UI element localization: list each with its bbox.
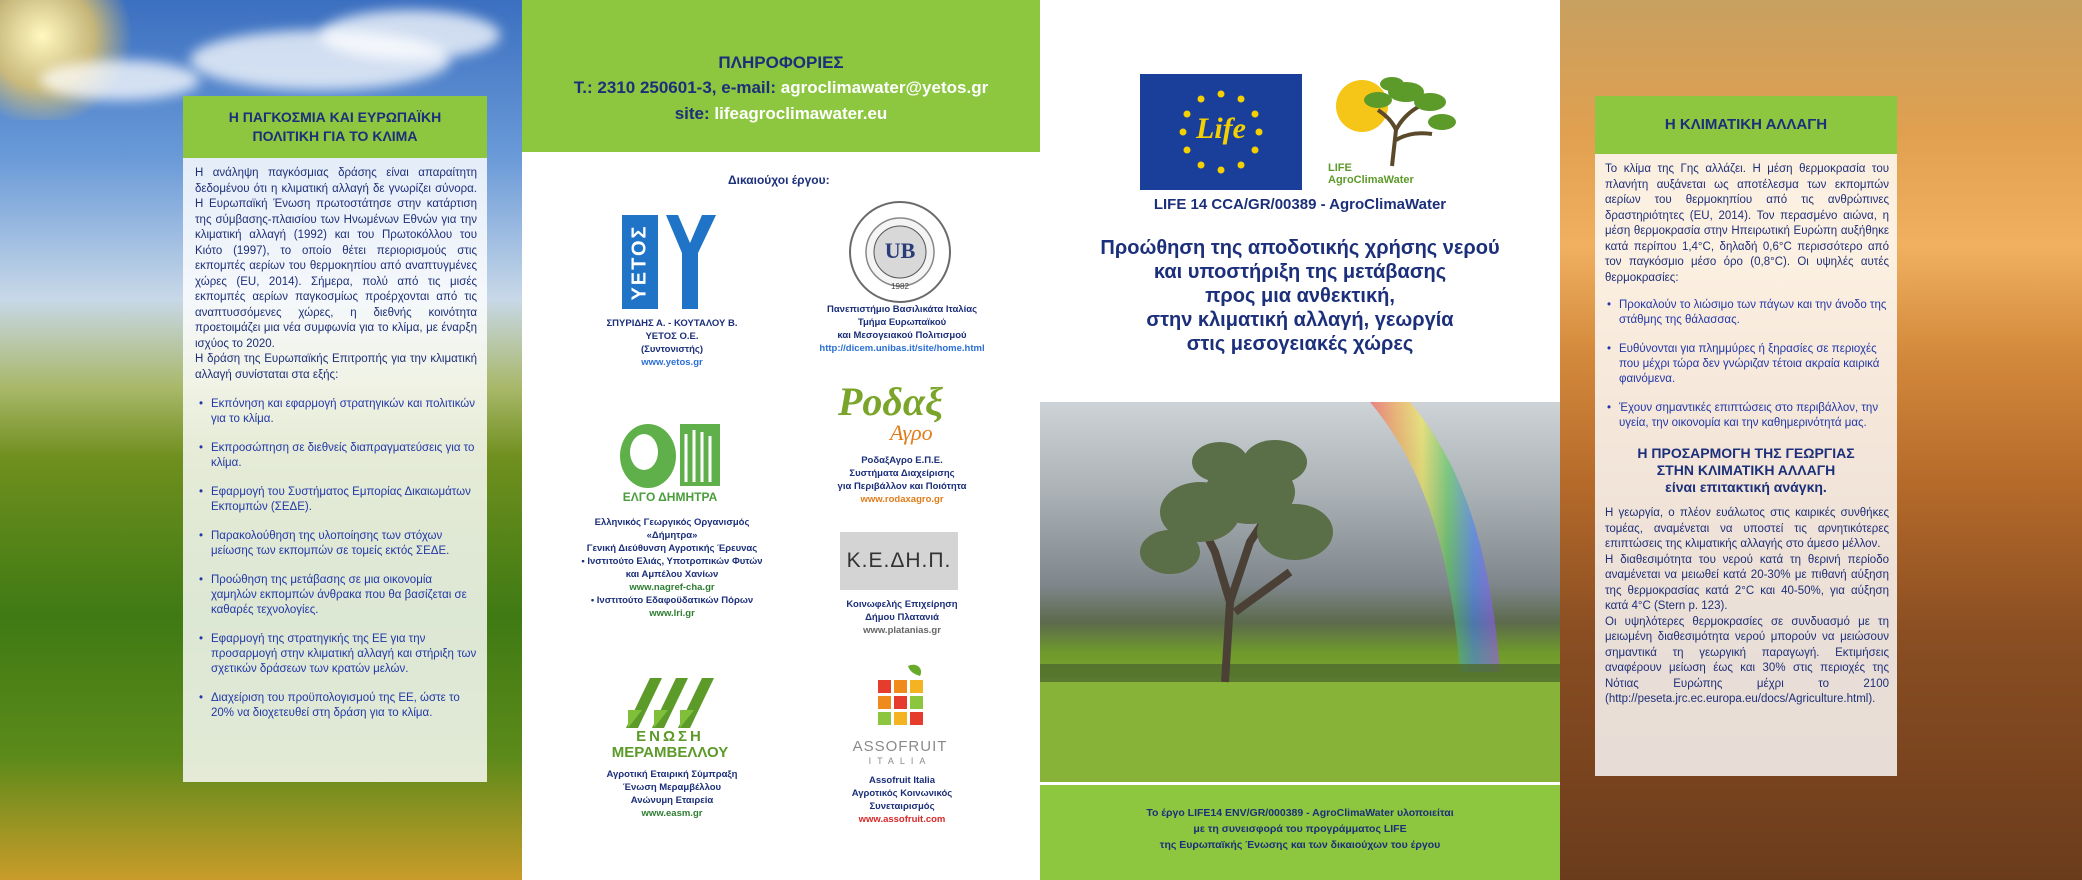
- enosi-logo: [606, 670, 734, 762]
- policy-bullet: • Προώθηση της μετάβασης σε μια οικονομία χαμηλών εκπομπών άνθρακα που θα βασίζεται σε καθαρές τεχνολογίες.: [195, 573, 477, 618]
- climate-textbox: [1595, 96, 1897, 776]
- caption-line: • Ινστιτούτο Εδαφοϋδατικών Πόρων: [590, 595, 754, 606]
- climate-paragraph: Η διαθεσιμότητα του νερού κατά τη θερινή περίοδο αναμένεται να μειωθεί κατά 20-30% με πιθανή αύξηση της θερμοκρασίας κατά 2°C και 40-50%, για αύξηση κατά 4°C (Stern p. 123).: [1605, 553, 1889, 612]
- elgo-logo: [614, 418, 726, 506]
- panel-contacts: [522, 0, 1040, 880]
- assofruit-logo-sub: ITALIA: [868, 756, 932, 766]
- climate-paragraph: Οι υψηλότερες θερμοκρασίες σε συνδυασμό με τη μειωμένη διαθεσιμότητα νερού μπορούν να μειώσουν σημαντικά τη γεωργική παραγωγή. Εκτιμήσεις αναφέρουν μείωση έως και 30% στις περιοχές της Νότιας Ευρώπης μέχρι το 2100 (http://peseta.jrc.ec.europa.eu/docs/Agriculture.html).: [1605, 615, 1889, 705]
- site-label: site:: [674, 104, 710, 123]
- rodax-logo-text: Ροδαξ: [838, 379, 944, 424]
- policy-title: [183, 96, 487, 158]
- caption-line: και Μεσογειακού Πολιτισμού: [837, 330, 967, 341]
- elgo-caption: [552, 516, 792, 620]
- project-code: LIFE 14 CCA/GR/00389 - AgroClimaWater: [1153, 196, 1447, 213]
- beneficiaries-label: Δικαιούχοι έργου:: [728, 173, 830, 187]
- caption-line: ΡοδαξΑγρο Ε.Π.Ε.: [861, 455, 943, 466]
- climate-paragraph: Το κλίμα της Γης αλλάζει. Η μέση θερμοκρασία του πλανήτη αυξάνεται ως αποτέλεσμα των εκπομπών αερίων του θερμοκηπίου από τις ανθρώπινες δραστηριότητες (EU, 2014). Τον περασμένο αιώνα, η μέση θερμοκρασία στην Ηπειρωτική Ευρώπη αυξήθηκε κατά περίπου 1,4°C, δηλαδή 0,6°C περισσότερο από τον παγκόσμιο μέσο όρο (0,8°C). Οι υψηλές αυτές θερμοκρασίες:: [1605, 163, 1889, 284]
- unibas-link[interactable]: http://dicem.unibas.it/site/home.html: [819, 343, 985, 354]
- headline-line: στην κλιματική αλλαγή, γεωργία: [1146, 309, 1454, 331]
- email-link[interactable]: agroclimawater@yetos.gr: [780, 78, 989, 97]
- unibas-caption: [792, 303, 1012, 355]
- policy-bullet: • Παρακολούθηση της υλοποίησης των στόχων μείωσης των εκπομπών σε τομείς εκτός ΣΕΔΕ.: [195, 529, 477, 559]
- caption-line: Γενική Διεύθυνση Αγροτικής Έρευνας: [586, 543, 758, 554]
- caption-line: • Ινστιτούτο Ελιάς, Υποτροπικών Φυτών: [581, 556, 763, 567]
- cover-headline: [1040, 236, 1560, 356]
- policy-title-line: ΠΟΛΙΤΙΚΗ ΓΙΑ ΤΟ ΚΛΙΜΑ: [252, 128, 418, 144]
- caption-line: ΥΕΤΟΣ Ο.Ε.: [645, 331, 699, 342]
- climate-bullet: • Ευθύνονται για πλημμύρες ή ξηρασίες σε περιοχές που μέχρι τώρα δεν γνώριζαν τέτοια ακραία καιρικά φαινόμενα.: [1605, 342, 1889, 387]
- elgo-logo-text: ΕΛΓΟ ΔΗΜΗΤΡΑ: [622, 490, 718, 504]
- elgo-link[interactable]: www.nagref-cha.gr: [629, 582, 715, 593]
- site-link[interactable]: lifeagroclimawater.eu: [714, 104, 888, 123]
- adaptation-body: [1595, 496, 1897, 708]
- contact-line: [522, 74, 1040, 102]
- caption-line: Ελληνικός Γεωργικός Οργανισμός: [594, 517, 750, 528]
- caption-line: Ένωση Μεραμβέλλου: [622, 782, 722, 793]
- policy-title-line: Η ΠΑΓΚΟΣΜΙΑ ΚΑΙ ΕΥΡΩΠΑΪΚΗ: [228, 109, 442, 125]
- unibas-logo-text: UB: [884, 238, 916, 263]
- policy-bullet: • Εκπροσώπηση σε διεθνείς διαπραγματεύσεις για το κλίμα.: [195, 441, 477, 471]
- climate-paragraph: Η γεωργία, ο πλέον ευάλωτος στις καιρικές συνθήκες τομέας, αναμένεται να υποστεί τις αρνητικότερες επιπτώσεις της κλιματικής αλλαγής στο άμεσο μέλλον.: [1605, 507, 1889, 550]
- caption-line: (Συντονιστής): [640, 344, 704, 355]
- subtitle-line: είναι επιτακτική ανάγκη.: [1665, 479, 1827, 495]
- policy-textbox: [183, 96, 487, 782]
- agro-logo-text: AgroClimaWater: [1328, 174, 1414, 186]
- climate-bullet: • Έχουν σημαντικές επιπτώσεις στο περιβάλλον, την υγεία, την οικονομία και την καθημερινότητά μας.: [1605, 401, 1889, 431]
- assofruit-caption: [792, 774, 1012, 826]
- enosi-logo-text: ΜΕΡΑΜΒΕΛΛΟΥ: [611, 744, 729, 761]
- climate-bullet-list: [1595, 286, 1897, 431]
- yetos-link[interactable]: www.yetos.gr: [641, 357, 703, 368]
- panel-global-policy: [0, 0, 522, 880]
- policy-paragraph: Η ανάληψη παγκόσμιας δράσης είναι απαραίτητη δεδομένου ότι η κλιματική αλλαγή δε γνωρίζει σύνορα. Η Ευρωπαϊκή Ένωση πρωτοστάτησε στην κατάρτιση της σύμβασης-πλαισίου των Ηνωμένων Εθνών για την κλιματική αλλαγή (1992) και του Πρωτοκόλλου του Κιότο (1997), το οποίο θέτει περιορισμούς στις εκπομπές αερίων του θερμοκηπίου από αναπτυγμένες χώρες (EU, 2014). Σήμερα, πολύ από τις μισές εκπομπές αερίων παγκοσμίως προέρχονται από τις αναπτυσσόμενες χώρες, η διεθνής κοινότητα προετοιμάζει μια νέα συμφωνία για το κλίμα, με έναρξη ισχύος το 2020.: [195, 167, 477, 350]
- agro-logo-text: LIFE: [1328, 162, 1352, 174]
- rodax-logo: [832, 378, 972, 452]
- policy-bullet: • Εφαρμογή της στρατηγικής της ΕΕ για την προσαρμογή στην κλιματική αλλαγή και στήριξη των σχετικών δράσεων των κρατών μελών.: [195, 632, 477, 677]
- kedip-link[interactable]: www.platanias.gr: [863, 625, 941, 636]
- policy-bullet-list: [183, 383, 487, 721]
- panel-climate-change: [1560, 0, 2082, 880]
- rodax-link[interactable]: www.rodaxagro.gr: [860, 494, 944, 505]
- policy-paragraph: Η δράση της Ευρωπαϊκής Επιτροπής για την κλιματική αλλαγή συνίσταται στα εξής:: [195, 353, 477, 381]
- caption-line: Κοινωφελής Επιχείρηση: [846, 599, 958, 610]
- agroclimawater-logo: [1322, 70, 1472, 194]
- olive-tree-rainbow-photo: [1040, 402, 1560, 782]
- caption-line: Τμήμα Ευρωπαϊκού: [857, 317, 947, 328]
- headline-line: Προώθηση της αποδοτικής χρήσης νερού: [1100, 237, 1500, 259]
- caption-line: Συστήματα Διαχείρισης: [849, 468, 955, 479]
- headline-line: στις μεσογειακές χώρες: [1186, 333, 1414, 355]
- policy-body: [183, 158, 487, 383]
- enosi-link[interactable]: www.easm.gr: [641, 808, 703, 819]
- cloud: [320, 10, 500, 60]
- climate-bullet: • Προκαλούν το λιώσιμο των πάγων και την άνοδο της στάθμης της θάλασσας.: [1605, 298, 1889, 328]
- enosi-logo-text: ΕΝΩΣΗ: [636, 728, 704, 745]
- kedip-logo-text: Κ.Ε.ΔΗ.Π.: [846, 549, 952, 572]
- caption-line: Αγροτική Εταιρική Σύμπραξη: [606, 769, 738, 780]
- contact-title: ΠΛΗΡΟΦΟΡΙΕΣ: [718, 53, 844, 72]
- subtitle-line: ΣΤΗΝ ΚΛΙΜΑΤΙΚΗ ΑΛΛΑΓΗ: [1656, 462, 1836, 478]
- headline-line: προς μια ανθεκτική,: [1205, 285, 1395, 307]
- adaptation-subtitle: [1595, 445, 1897, 496]
- policy-bullet: • Εκπόνηση και εφαρμογή στρατηγικών και πολιτικών για το κλίμα.: [195, 397, 477, 427]
- caption-line: ΣΠΥΡΙΔΗΣ Α. - ΚΟΥΤΑΛΟΥ Β.: [606, 318, 738, 329]
- phone-label: Τ.: 2310 250601-3, e-mail:: [573, 78, 777, 97]
- contact-header: [522, 0, 1040, 152]
- policy-bullet: • Εφαρμογή του Συστήματος Εμπορίας Δικαιωμάτων Εκπομπών (ΣΕΔΕ).: [195, 485, 477, 515]
- life-logo-text: Life: [1196, 112, 1246, 145]
- climate-body: [1595, 154, 1897, 286]
- caption-line: και Αμπέλου Χανίων: [625, 569, 719, 580]
- footer-line: με τη συνεισφορά του προγράμματος LIFE: [1193, 823, 1407, 835]
- caption-line: «Δήμητρα»: [646, 530, 698, 541]
- caption-line: για Περιβάλλον και Ποιότητα: [837, 481, 967, 492]
- unibas-logo: [848, 200, 952, 304]
- kedip-caption: [792, 598, 1012, 637]
- cover-footer: [1040, 785, 1560, 880]
- footer-line: της Ευρωπαϊκής Ένωσης και των δικαιούχων του έργου: [1159, 839, 1441, 851]
- assofruit-logo-text: ASSOFRUIT: [852, 738, 948, 755]
- caption-line: Assofruit Italia: [869, 775, 935, 786]
- caption-line: Συνεταιρισμός: [869, 801, 935, 812]
- rodax-logo-sub: Αγρο: [890, 420, 933, 445]
- panel-cover: [1040, 0, 1560, 880]
- yetos-logo: [622, 215, 716, 309]
- assofruit-link[interactable]: www.assofruit.com: [858, 814, 946, 825]
- yetos-logo-text: ΥΕΤΟΣ: [628, 223, 651, 301]
- elgo-link[interactable]: www.lri.gr: [649, 608, 695, 619]
- headline-line: και υποστήριξη της μετάβασης: [1153, 261, 1447, 283]
- caption-line: Αγροτικός Κοινωνικός: [851, 788, 953, 799]
- yetos-logo-vertical: [622, 215, 658, 309]
- unibas-year: 1982: [891, 282, 909, 291]
- caption-line: Δήμου Πλατανιά: [865, 612, 939, 623]
- yetos-caption: [562, 317, 782, 369]
- footer-line: Το έργο LIFE14 ENV/GR/000389 - AgroClimaWater υλοποιείται: [1146, 807, 1454, 819]
- climate-title: Η ΚΛΙΜΑΤΙΚΗ ΑΛΛΑΓΗ: [1595, 96, 1897, 154]
- subtitle-line: Η ΠΡΟΣΑΡΜΟΓΗ ΤΗΣ ΓΕΩΡΓΙΑΣ: [1637, 445, 1855, 461]
- rodax-caption: [792, 454, 1012, 506]
- assofruit-logo: [850, 662, 950, 772]
- kedip-logo: [840, 532, 958, 590]
- caption-line: Ανώνυμη Εταιρεία: [630, 795, 714, 806]
- cloud: [40, 60, 200, 100]
- caption-line: Πανεπιστήμιο Βασιλικάτα Ιταλίας: [826, 304, 978, 315]
- policy-bullet: • Διαχείριση του προϋπολογισμού της ΕΕ, ώστε το 20% να διοχετευθεί στη δράση για το κλίμα.: [195, 691, 477, 721]
- eu-life-logo: [1140, 74, 1302, 190]
- enosi-caption: [562, 768, 782, 820]
- site-line: [522, 102, 1040, 126]
